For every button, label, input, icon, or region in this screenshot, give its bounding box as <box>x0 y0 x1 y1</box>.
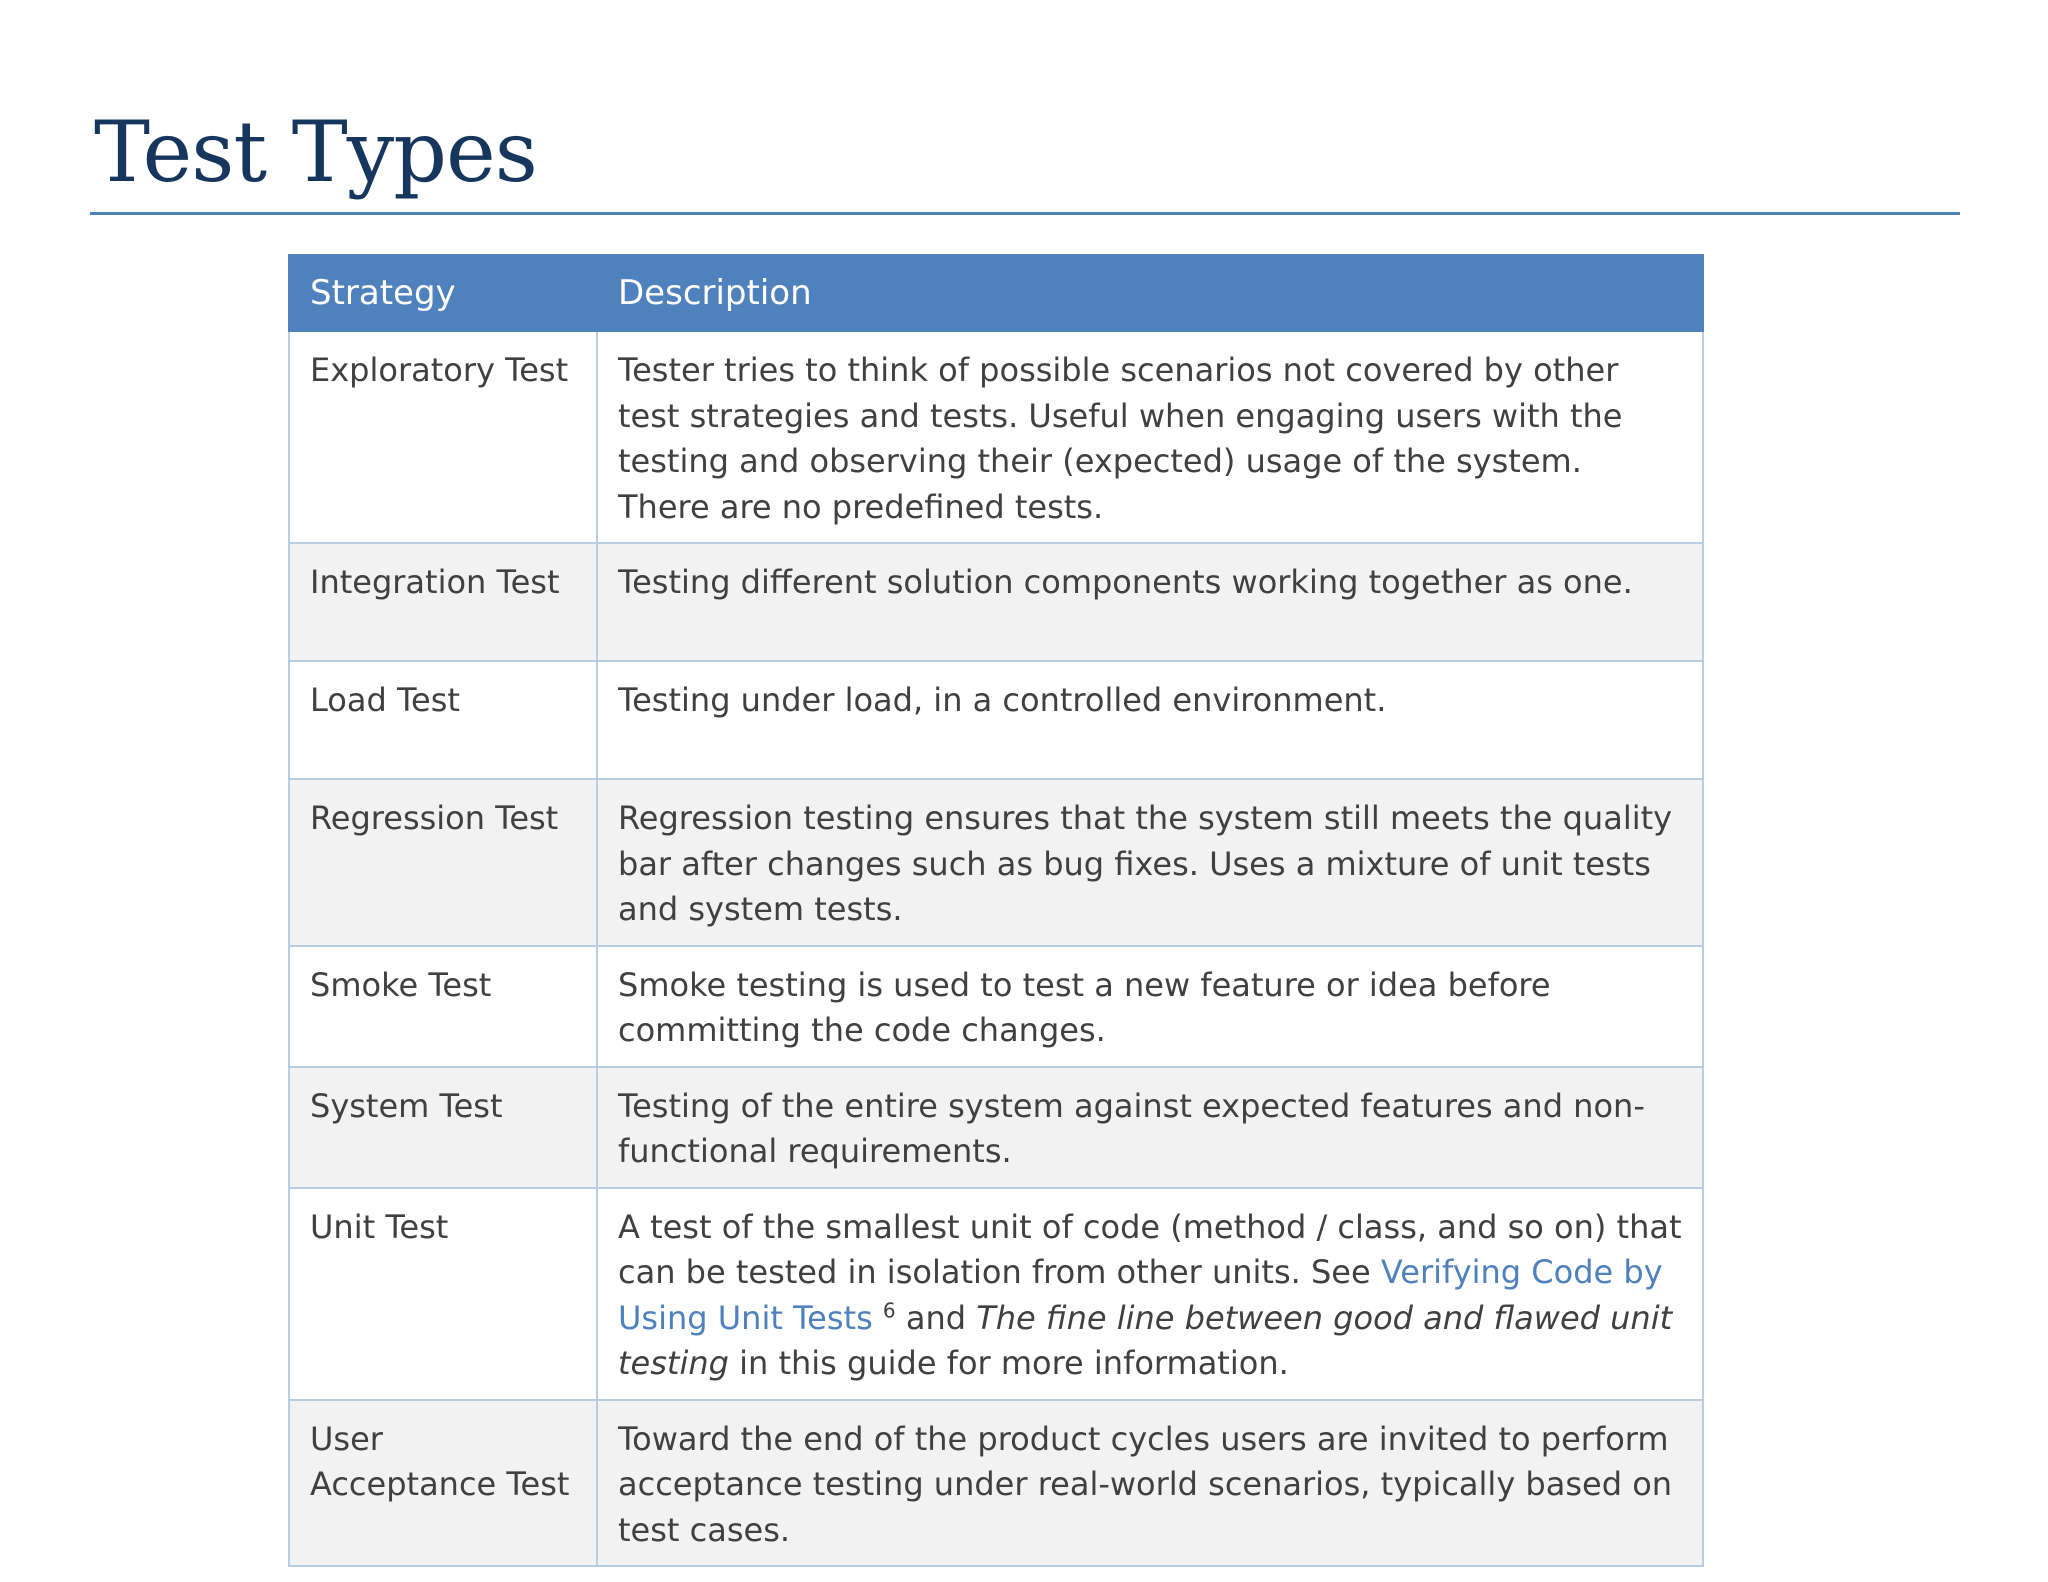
table-row <box>289 1188 1703 1400</box>
strategy-cell: System Test <box>289 1067 597 1188</box>
strategy-cell: Load Test <box>289 661 597 779</box>
strategy-cell: Exploratory Test <box>289 331 597 543</box>
description-cell: Tester tries to think of possible scenarios not covered by other test strategies and tests. Useful when engaging users with the testing and observing their (expected) usage of the system. There are no predefined tests. <box>597 331 1703 543</box>
page-title: Test Types <box>94 103 537 201</box>
table-header-row <box>289 255 1703 331</box>
table-row <box>289 1067 1703 1188</box>
description-cell: Toward the end of the product cycles users are invited to perform acceptance testing under real-world scenarios, typically based on test cases. <box>597 1400 1703 1567</box>
description-cell <box>597 1188 1703 1400</box>
italic-reference: The fine line between good and flawed unit testing <box>618 1298 1673 1382</box>
table-row <box>289 331 1703 543</box>
title-divider <box>90 212 1960 215</box>
description-cell: Testing under load, in a controlled environment. <box>597 661 1703 779</box>
description-cell: Testing of the entire system against expected features and non-functional requirements. <box>597 1067 1703 1188</box>
header-strategy: Strategy <box>289 255 597 331</box>
footnote-marker: 6 <box>882 1297 896 1322</box>
verifying-code-link[interactable]: Verifying Code by Using Unit Tests <box>618 1253 1663 1337</box>
strategy-cell: Unit Test <box>289 1188 597 1400</box>
description-text: in this guide for more information. <box>728 1344 1289 1382</box>
table-row <box>289 661 1703 779</box>
description-text: and <box>895 1298 977 1337</box>
description-cell: Regression testing ensures that the system still meets the quality bar after changes such as bug fixes. Uses a mixture of unit tests and system tests. <box>597 779 1703 946</box>
table-row <box>289 946 1703 1067</box>
table-row <box>289 779 1703 946</box>
table-row <box>289 1400 1703 1567</box>
description-cell: Testing different solution components working together as one. <box>597 543 1703 661</box>
header-description: Description <box>597 255 1703 331</box>
strategy-cell: Smoke Test <box>289 946 597 1067</box>
strategy-cell: User Acceptance Test <box>289 1400 597 1567</box>
description-cell: Smoke testing is used to test a new feature or idea before committing the code changes. <box>597 946 1703 1067</box>
table-row <box>289 543 1703 661</box>
strategy-cell: Integration Test <box>289 543 597 661</box>
test-types-table <box>288 254 1704 1567</box>
description-text: A test of the smallest unit of code (method / class, and so on) that can be tested in isolation from other units. See <box>618 1207 1682 1291</box>
strategy-cell: Regression Test <box>289 779 597 946</box>
